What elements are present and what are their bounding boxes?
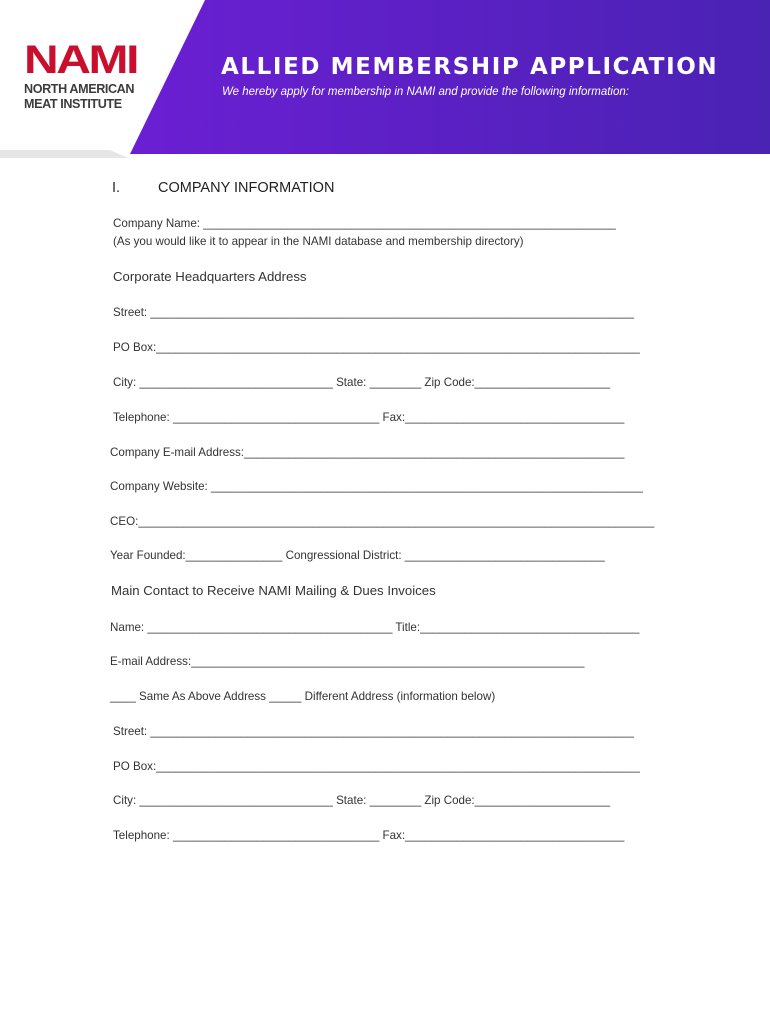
contact-pobox-field[interactable]: PO Box:___________________________________________________________________________ <box>113 760 640 773</box>
hq-address-heading: Corporate Headquarters Address <box>113 269 307 284</box>
main-contact-heading: Main Contact to Receive NAMI Mailing & Dues Invoices <box>111 583 436 598</box>
section-title: COMPANY INFORMATION <box>158 180 335 196</box>
hq-city-state-zip-field[interactable]: City: ______________________________ State: ________ Zip Code:_____________________ <box>113 376 611 389</box>
contact-email-field[interactable]: E-mail Address:_____________________________________________________________ <box>110 655 585 668</box>
page-title: ALLIED MEMBERSHIP APPLICATION <box>221 54 719 80</box>
year-founded-district-field[interactable]: Year Founded:_______________ Congressional District: _______________________________ <box>110 549 605 562</box>
company-name-field[interactable]: Company Name: ________________________________________________________________ <box>113 217 616 230</box>
hq-pobox-field[interactable]: PO Box:___________________________________________________________________________ <box>113 341 640 354</box>
logo-mark: NAMI <box>24 38 138 82</box>
contact-city-state-zip-field[interactable]: City: ______________________________ State: ________ Zip Code:_____________________ <box>113 794 611 807</box>
contact-telephone-fax-field[interactable]: Telephone: ________________________________ Fax:__________________________________ <box>113 829 625 842</box>
hq-street-field[interactable]: Street: ___________________________________________________________________________ <box>113 306 634 319</box>
ceo-field[interactable]: CEO:________________________________________________________________________________ <box>110 515 655 528</box>
contact-name-title-field[interactable]: Name: ______________________________________ Title:__________________________________ <box>110 621 640 634</box>
section-number: I. <box>112 180 121 196</box>
banner-shadow <box>0 150 128 158</box>
contact-address-choice-field[interactable]: ____ Same As Above Address _____ Different Address (information below) <box>110 690 496 703</box>
contact-street-field[interactable]: Street: ___________________________________________________________________________ <box>113 725 634 738</box>
company-website-field[interactable]: Company Website: ___________________________________________________________________ <box>110 480 643 493</box>
logo-line-meat-institute: MEAT INSTITUTE <box>24 97 122 111</box>
company-email-field[interactable]: Company E-mail Address:___________________________________________________________ <box>110 446 625 459</box>
hq-telephone-fax-field[interactable]: Telephone: ________________________________ Fax:__________________________________ <box>113 411 625 424</box>
page-subtitle: We hereby apply for membership in NAMI and provide the following information: <box>222 86 629 98</box>
nami-logo <box>24 38 146 114</box>
logo-line-north-american: NORTH AMERICAN <box>24 82 135 96</box>
company-name-note: (As you would like it to appear in the NAMI database and membership directory) <box>113 235 524 248</box>
